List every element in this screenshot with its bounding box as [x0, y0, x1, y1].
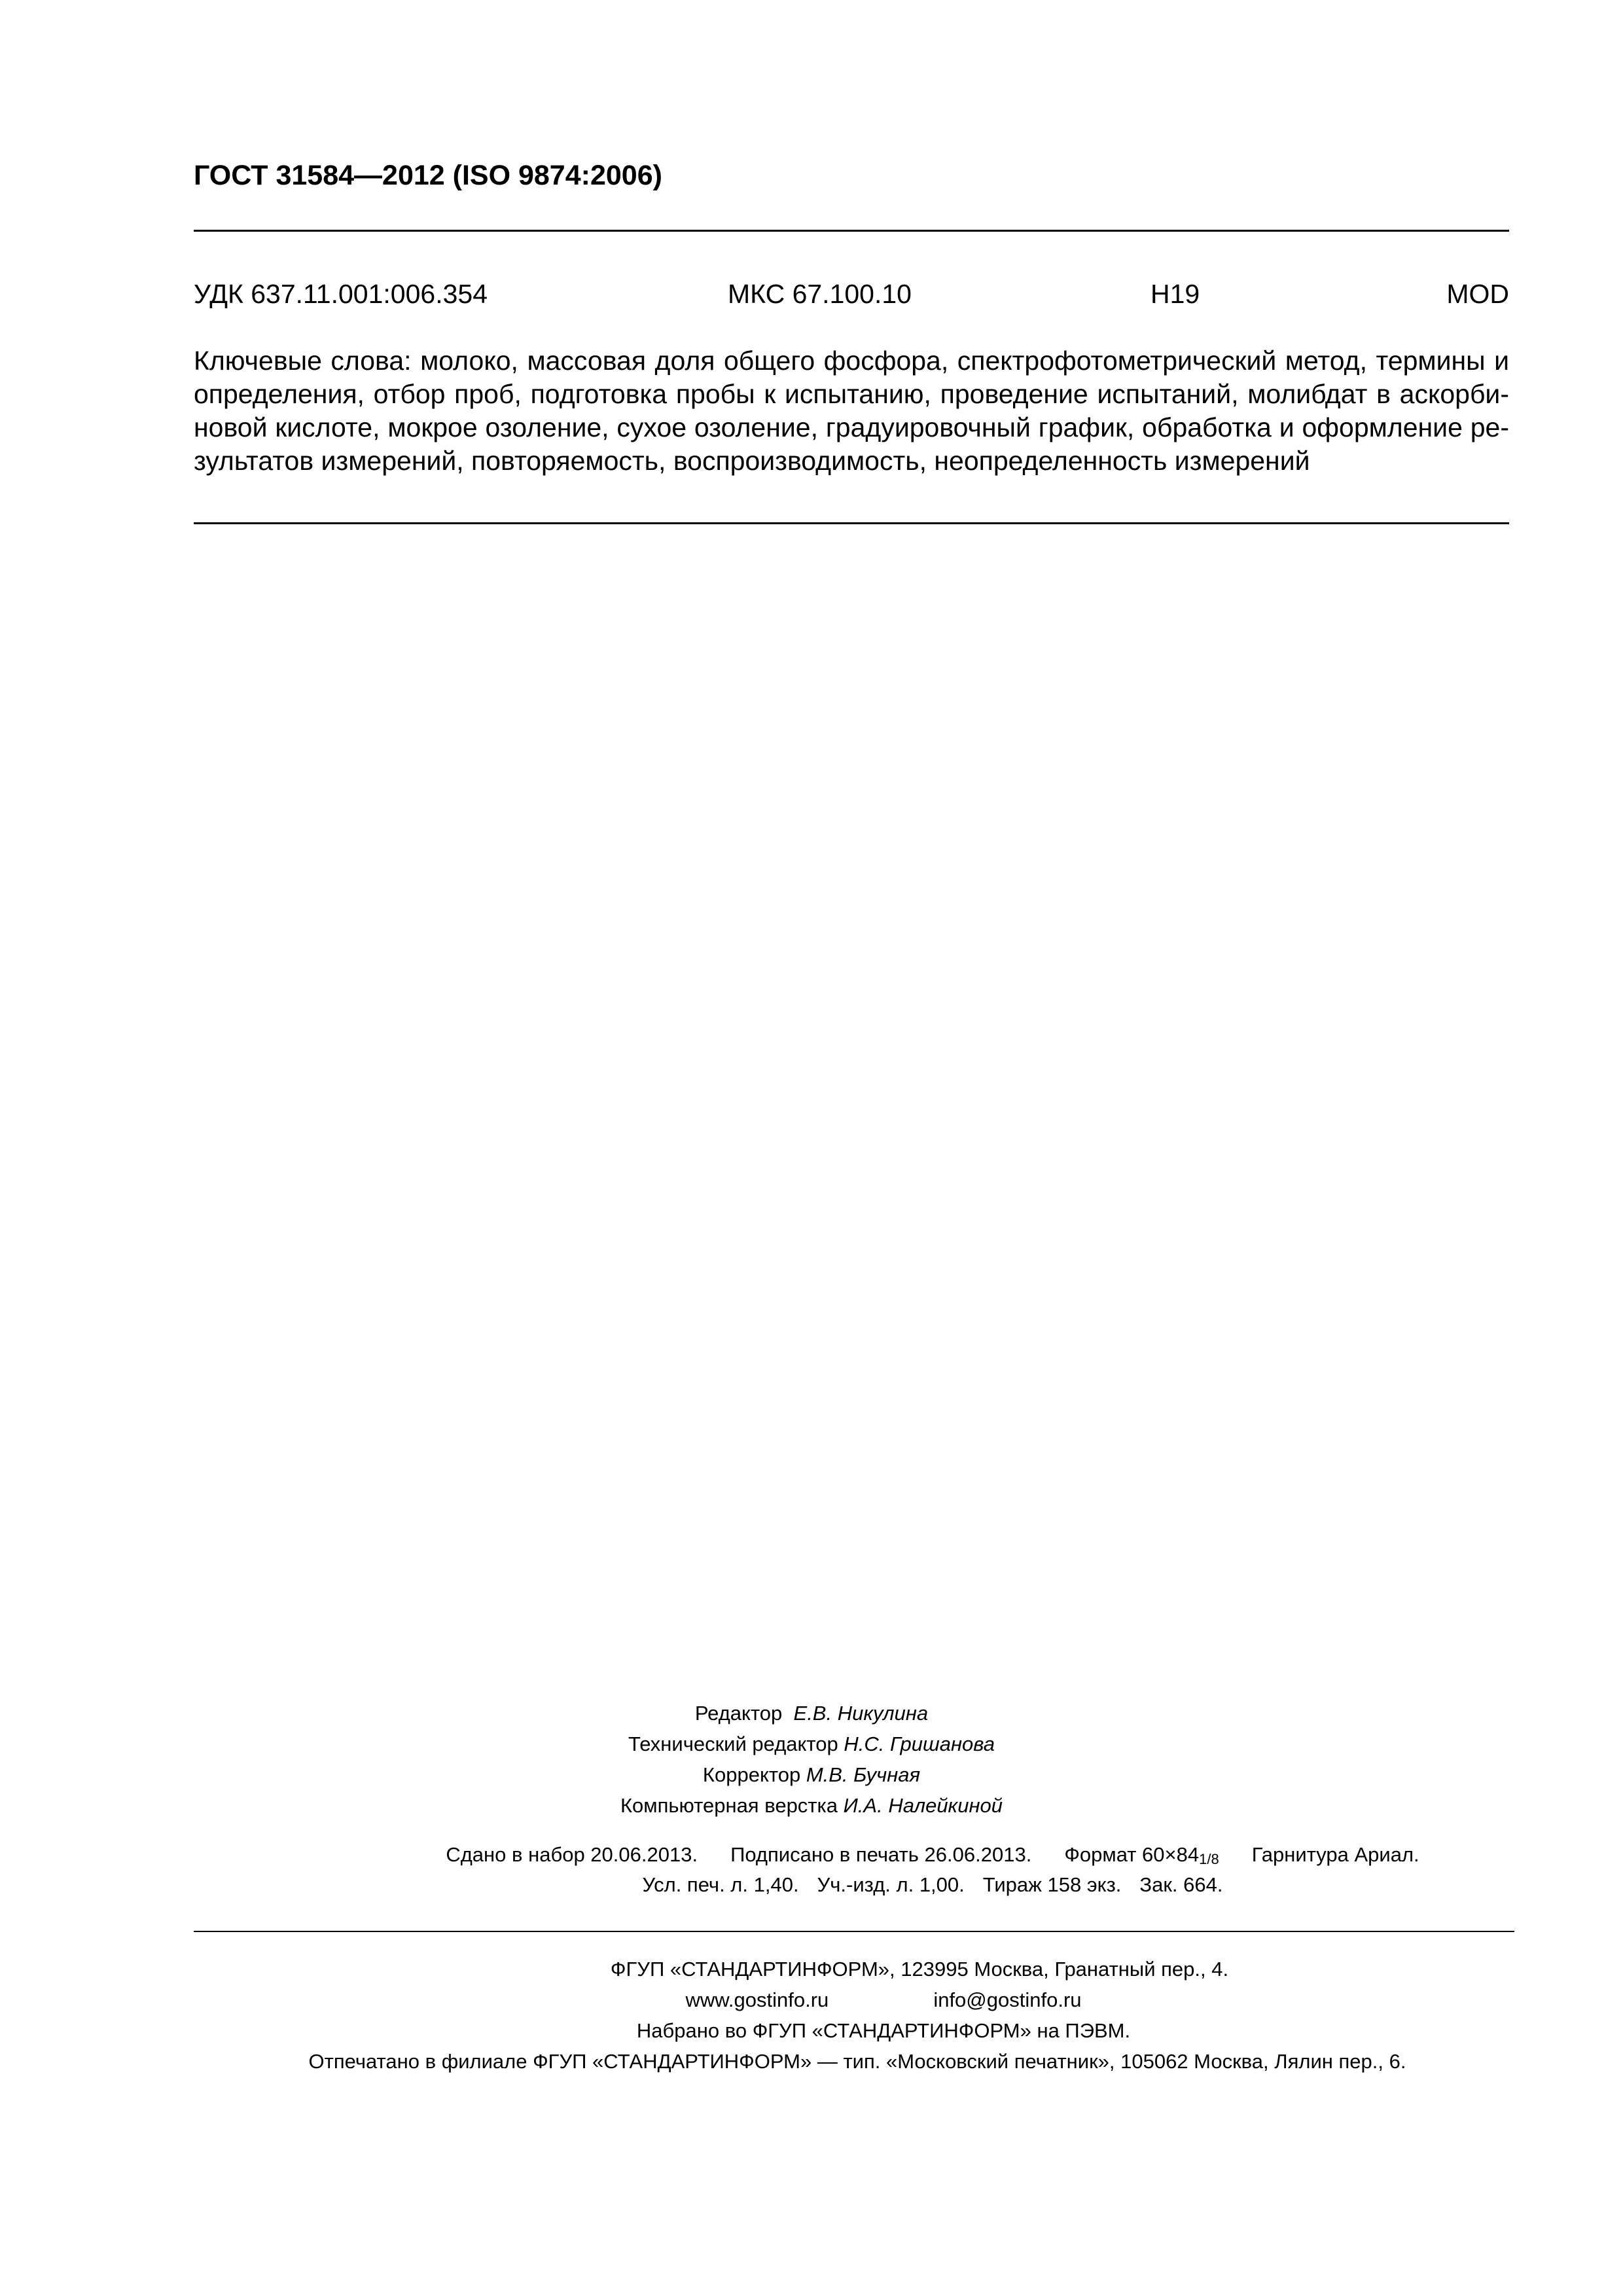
publisher-email: info@gostinfo.ru: [933, 1988, 1082, 2011]
credit-person: И.А. Налейкиной: [843, 1794, 1003, 1817]
publisher-typeset-by: Набрано во ФГУП «СТАНДАРТИНФОРМ» на ПЭВМ.: [636, 2019, 1131, 2042]
correspondence-code: MOD: [1446, 279, 1509, 309]
credit-layout: [0, 1790, 1623, 1821]
standard-title: ГОСТ 31584—2012 (ISO 9874:2006): [194, 160, 662, 191]
imprint-typeface: Гарнитура Ариал.: [1251, 1843, 1419, 1866]
credit-role: Технический редактор: [628, 1732, 838, 1755]
publisher-address: ФГУП «СТАНДАРТИНФОРМ», 123995 Москва, Гранатный пер., 4.: [610, 1958, 1229, 1981]
credit-person: М.В. Бучная: [806, 1763, 921, 1786]
okstu-code: Н19: [1150, 279, 1200, 309]
credit-person: Е.В. Никулина: [793, 1702, 929, 1725]
keywords-line: Ключевые слова: молоко, массовая доля общего фосфора, спектрофотометрический метод, термины и: [194, 346, 1509, 376]
udk-code: УДК 637.11.001:006.354: [194, 279, 488, 309]
imprint-divider: [194, 1931, 1514, 1932]
keywords-line: зультатов измерений, повторяемость, воспроизводимость, неопределенность измерений: [194, 446, 1310, 476]
imprint-line-2: [0, 1873, 1623, 1897]
keywords-paragraph: [194, 344, 1509, 478]
imprint-circulation: Тираж 158 экз.: [982, 1873, 1122, 1896]
publisher-block: [0, 1954, 1623, 2077]
imprint-line-1: [0, 1843, 1623, 1867]
credit-editor: [0, 1698, 1623, 1729]
imprint-publ-sheets: Уч.-изд. л. 1,00.: [817, 1873, 965, 1896]
publisher-contacts: [0, 1984, 1623, 2015]
classification-codes-row: [194, 279, 1509, 315]
publisher-website: www.gostinfo.ru: [685, 1988, 829, 2011]
credit-technical-editor: [0, 1729, 1623, 1759]
credit-proofreader: [0, 1759, 1623, 1790]
mks-code: МКС 67.100.10: [728, 279, 912, 309]
top-divider: [194, 230, 1509, 232]
imprint-signed-to-print: Подписано в печать 26.06.2013.: [730, 1843, 1032, 1866]
imprint-format-fraction: 1/8: [1199, 1851, 1219, 1867]
credit-role: Корректор: [702, 1763, 801, 1786]
credit-role: Компьютерная верстка: [620, 1794, 838, 1817]
credit-person: Н.С. Гришанова: [844, 1732, 995, 1755]
credit-role: Редактор: [694, 1702, 783, 1725]
imprint-format: Формат 60×84: [1064, 1843, 1200, 1866]
publisher-printed-by: Отпечатано в филиале ФГУП «СТАНДАРТИНФОРМ» — тип. «Московский печатник», 105062 Москва, Лялин пер., 6.: [308, 2050, 1406, 2073]
imprint-print-sheets: Усл. печ. л. 1,40.: [642, 1873, 799, 1896]
credits-block: [0, 1698, 1623, 1821]
keywords-line: определения, отбор проб, подготовка пробы к испытанию, проведение испытаний, молибдат в аскорби-: [194, 379, 1509, 409]
imprint-sent-to-typeset: Сдано в набор 20.06.2013.: [446, 1843, 698, 1866]
keywords-divider: [194, 522, 1509, 524]
keywords-line: новой кислоте, мокрое озоление, сухое озоление, градуировочный график, обработка и оформление ре-: [194, 412, 1509, 442]
imprint-order: Зак. 664.: [1139, 1873, 1223, 1896]
